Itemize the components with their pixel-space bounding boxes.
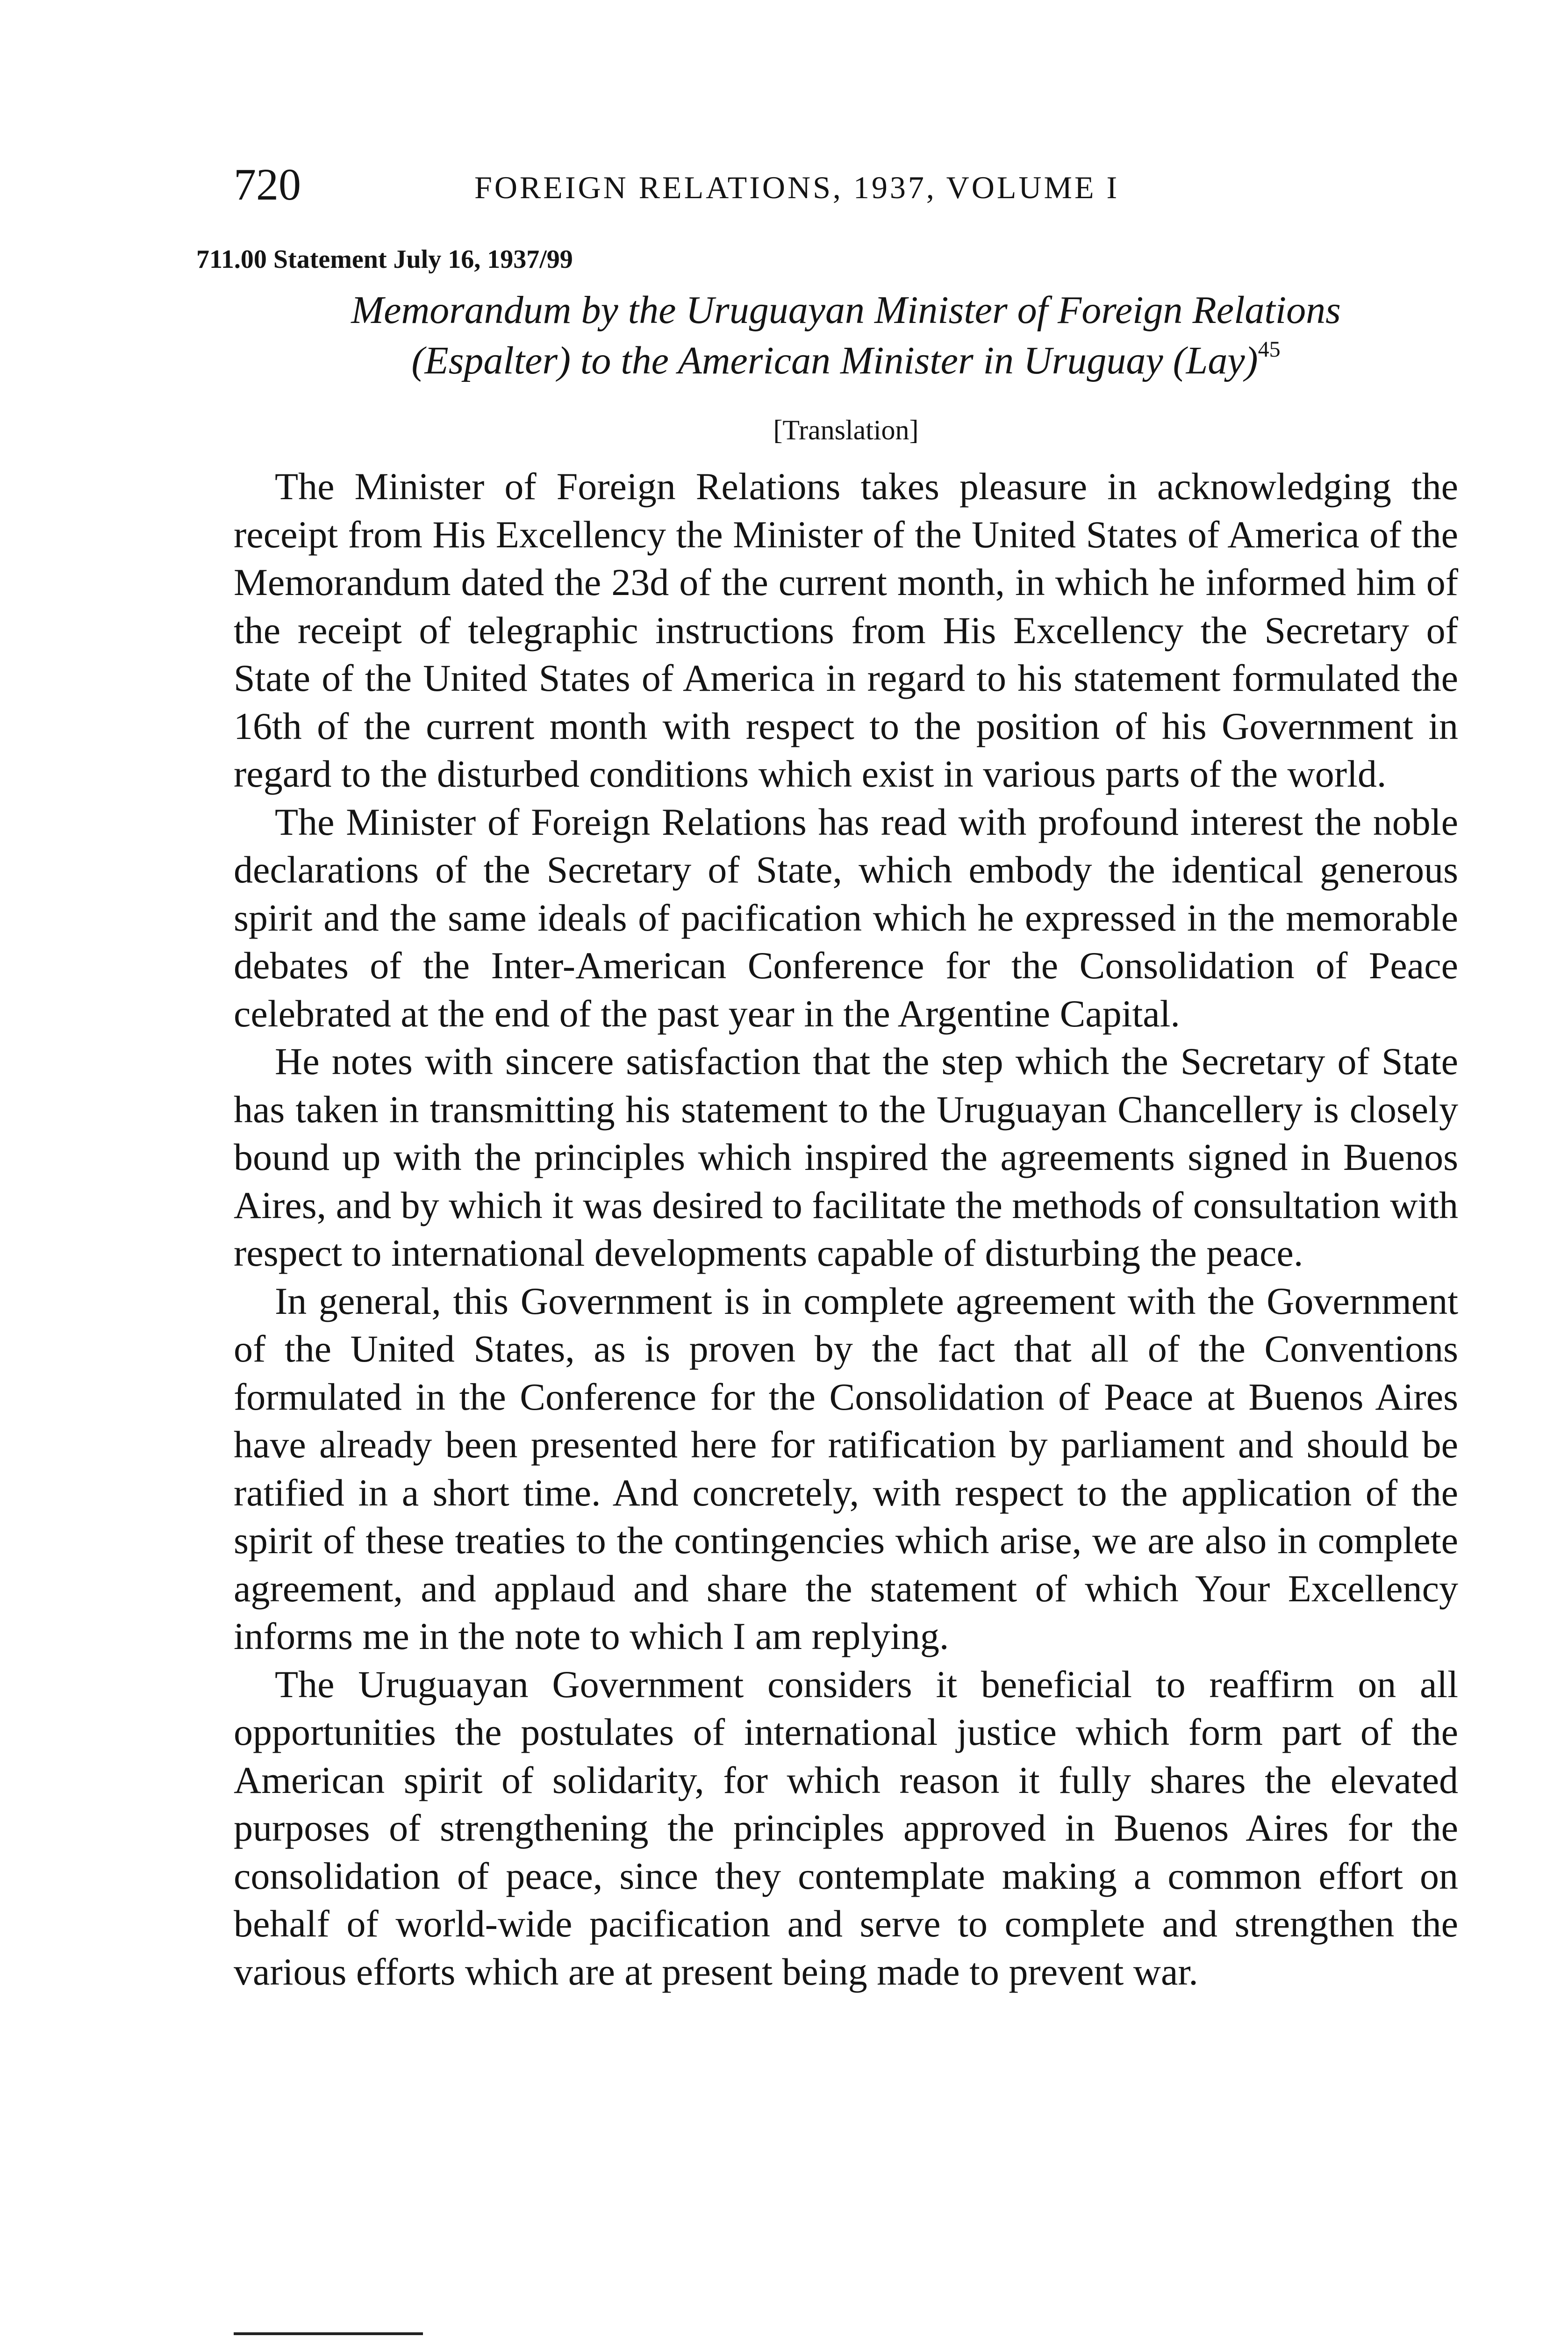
file-reference: 711.00 Statement July 16, 1937/99 [196,245,573,274]
paragraph-3: He notes with sincere satisfaction that the step which the Secretary of State has taken in transmitting his statement to the Uruguayan Chancellery is closely bound up with the principles which inspired the agreements signed in Buenos Aires, and by which it was desired to facilitate the methods of consultation with respect to international developments capable of disturbing the peace. [234,1040,1458,1274]
translation-label: [Translation] [773,415,919,445]
paragraph-5: The Uruguayan Government considers it beneficial to reaffirm on all opportunities the postulates of international justice which form part of the American spirit of solidarity, for which reason it fully shares the elevated purposes of strengthening the principles approved in Buenos Aires for the consolidation of peace, since they contemplate making a common effort on behalf of world-wide pacification and serve to complete and strengthen the various efforts which are at present being made to prevent war. [234,1663,1458,1993]
document-title-line-2 [234,336,1458,386]
document-title-line-1: Memorandum by the Uruguayan Minister of Foreign Relations [351,288,1341,332]
paragraph-2: The Minister of Foreign Relations has read with profound interest the noble declarations of the Secretary of State, which embody the identical generous spirit and the same ideals of pacification which he expressed in the memorable debates of the Inter-American Conference for the Consolidation of Peace celebrated at the end of the past year in the Argentine Capital. [234,800,1458,1035]
document-title [234,285,1458,386]
document-title-line-2-text: (Espalter) to the American Minister in Uruguay (Lay) [411,339,1258,382]
page-number: 720 [234,159,301,209]
running-head [234,159,1458,215]
body-text [234,463,1458,1996]
paragraph-1: The Minister of Foreign Relations takes pleasure in acknowledging the receipt from His Excellency the Minister of the United States of America of the Memorandum dated the 23d of the current month, in which he informed him of the receipt of telegraphic instructions from His Excellency the Secretary of State of the United States of America in regard to his statement formulated the 16th of the current month with respect to the position of his Government in regard to the disturbed conditions which exist in various parts of the world. [234,465,1458,795]
footnote-divider [234,2332,423,2335]
paragraph-4: In general, this Government is in complete agreement with the Government of the United States, as is proven by the fact that all of the Conventions formulated in the Conference for the Consolidation of Peace at Buenos Aires have already been presented here for ratification by parliament and should be ratified in a short time. And concretely, with respect to the application of the spirit of these treaties to the contingencies which arise, we are also in complete agreement, and applaud and share the statement of which Your Excellency informs me in the note to which I am replying. [234,1279,1458,1657]
title-footnote-marker: 45 [1258,337,1281,362]
running-title: FOREIGN RELATIONS, 1937, VOLUME I [474,170,1120,205]
